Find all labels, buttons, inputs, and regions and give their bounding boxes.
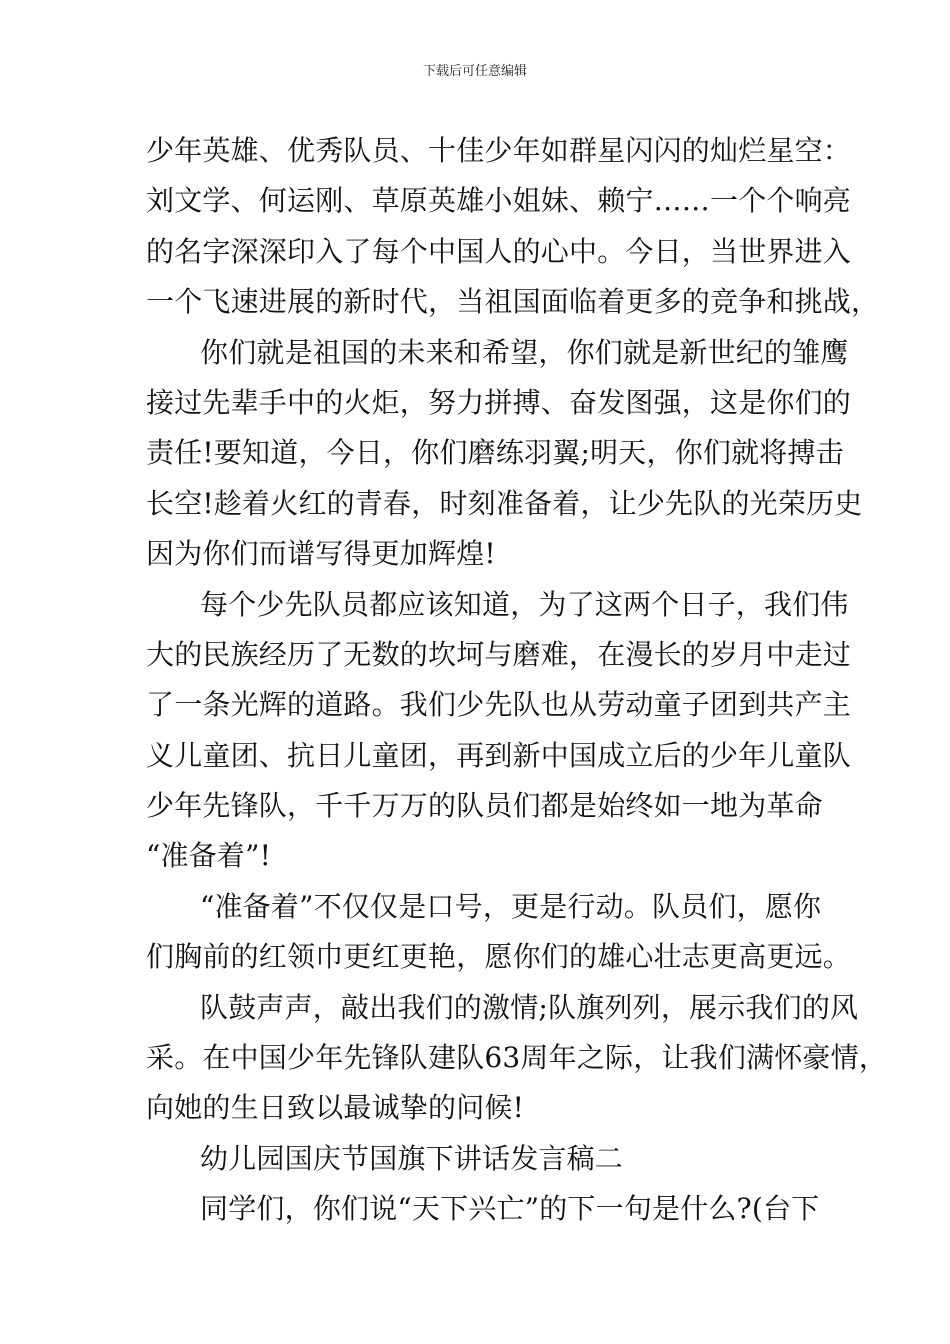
text-line: “准备着”不仅仅是口号，更是行动。队员们，愿你	[200, 889, 822, 923]
text-line: 向她的生日致以最诚挚的问候!	[146, 1091, 525, 1125]
text-line: 幼儿园国庆节国旗下讲话发言稿二	[200, 1141, 624, 1175]
text-line: 少年先锋队，千千万万的队员们都是始终如一地为革命	[146, 789, 823, 823]
text-line: 们胸前的红领巾更红更艳，愿你们的雄心壮志更高更远。	[146, 940, 852, 974]
text-line: 每个少先队员都应该知道，为了这两个日子，我们伟	[200, 587, 849, 621]
text-line: 长空!趁着火红的青春，时刻准备着，让少先队的光荣历史	[146, 486, 863, 520]
text-line: 大的民族经历了无数的坎坷与磨难，在漫长的岁月中走过	[146, 637, 852, 671]
text-line: 了一条光辉的道路。我们少先队也从劳动童子团到共产主	[146, 688, 852, 722]
text-line: 同学们，你们说“天下兴亡”的下一句是什么?(台下	[200, 1192, 820, 1226]
text-line: 接过先辈手中的火炬，努力拼搏、奋发图强，这是你们的	[146, 385, 852, 419]
text-line: 因为你们而谱写得更加辉煌!	[146, 537, 496, 571]
text-line: 义儿童团、抗日儿童团，再到新中国成立后的少年儿童队	[146, 738, 852, 772]
text-line: “准备着”!	[146, 839, 272, 873]
text-line: 刘文学、何运刚、草原英雄小姐妹、赖宁……一个个响亮	[146, 184, 852, 218]
text-line: 责任!要知道，今日，你们磨练羽翼;明天，你们就将搏击	[146, 436, 844, 470]
text-line: 你们就是祖国的未来和希望，你们就是新世纪的雏鹰	[200, 335, 849, 369]
document-body	[146, 126, 888, 1235]
text-line: 采。在中国少年先锋队建队63周年之际，让我们满怀豪情，	[146, 1041, 888, 1075]
text-line: 少年英雄、优秀队员、十佳少年如群星闪闪的灿烂星空：	[146, 134, 852, 167]
page-header: 下载后可任意编辑	[422, 64, 527, 79]
text-line: 的名字深深印入了每个中国人的心中。今日，当世界进入	[146, 234, 852, 268]
text-line: 队鼓声声，敲出我们的激情;队旗列列，展示我们的风	[200, 990, 859, 1024]
text-line: 一个飞速进展的新时代，当祖国面临着更多的竞争和挑战，	[146, 285, 880, 319]
